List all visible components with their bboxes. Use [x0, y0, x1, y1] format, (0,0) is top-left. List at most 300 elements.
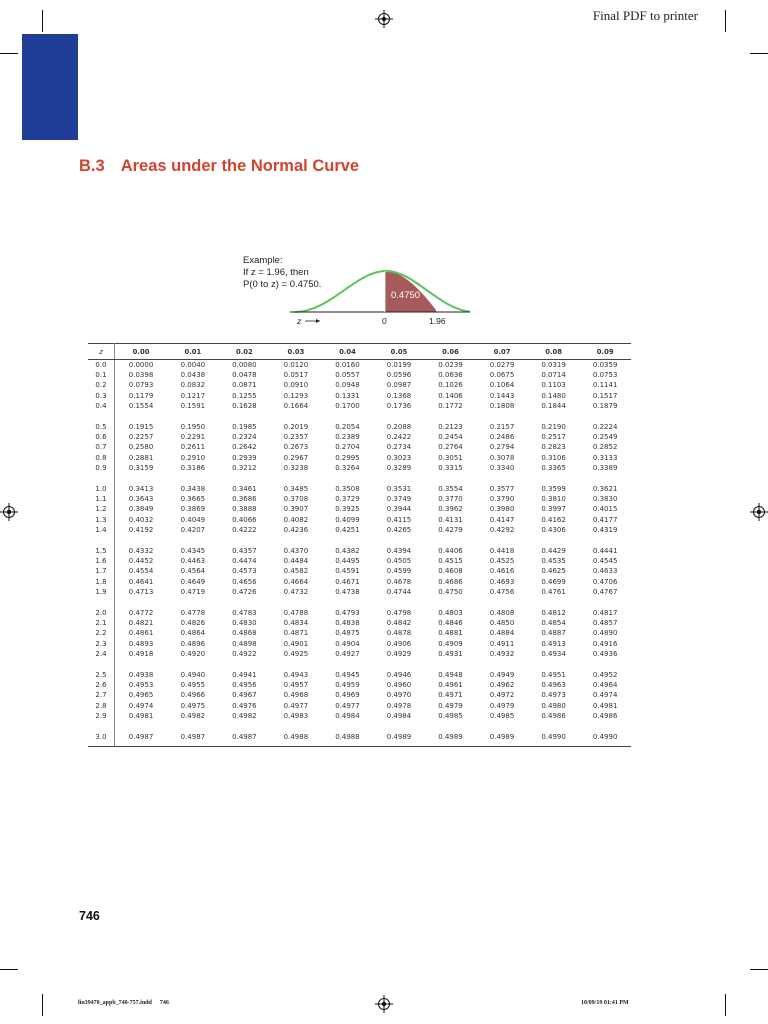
- area-value-cell: 0.1554: [128, 401, 154, 410]
- area-value-cell: 0.2910: [180, 453, 206, 462]
- area-value-cell: 0.4582: [283, 567, 309, 576]
- area-value-cell: 0.2734: [386, 443, 412, 452]
- area-value-cell: 0.4959: [335, 681, 360, 690]
- area-value-cell: 0.4878: [386, 629, 412, 638]
- area-value-cell: 0.3907: [283, 505, 309, 514]
- area-value-cell: 0.4981: [128, 711, 154, 720]
- area-value-cell: 0.4977: [335, 701, 360, 710]
- area-value-cell: 0.0398: [128, 371, 154, 380]
- area-value-cell: 0.0120: [283, 361, 309, 369]
- area-value-cell: 0.4706: [592, 577, 618, 586]
- area-value-cell: 0.3962: [438, 505, 463, 514]
- area-value-cell: 0.3749: [386, 495, 412, 504]
- z-value-cell: 1.4: [88, 525, 115, 535]
- area-value-cell: 0.4857: [592, 619, 618, 628]
- area-value-cell: 0.4131: [438, 515, 463, 524]
- area-value-cell: 0.2190: [541, 423, 566, 432]
- example-line-2: If z = 1.96, then: [243, 267, 309, 278]
- footer-file-info: [78, 1000, 169, 1006]
- area-value-cell: 0.4979: [489, 701, 515, 710]
- area-value-cell: 0.1443: [489, 391, 515, 400]
- area-value-cell: 0.4821: [128, 619, 154, 628]
- area-value-cell: 0.2939: [232, 453, 257, 462]
- area-value-cell: 0.4989: [373, 732, 425, 747]
- area-value-cell: 0.0948: [335, 381, 360, 390]
- area-value-cell: 0.0000: [128, 361, 154, 369]
- area-value-cell: 0.4901: [283, 639, 309, 648]
- table-row: [88, 732, 631, 747]
- area-value-cell: 0.2764: [438, 443, 463, 452]
- area-value-cell: 0.4989: [425, 732, 477, 747]
- area-value-cell: 0.4896: [180, 639, 206, 648]
- area-value-cell: 0.0987: [386, 381, 412, 390]
- area-value-cell: 0.4988: [322, 732, 374, 747]
- table-row: [88, 628, 631, 638]
- z-value-cell: 2.2: [88, 628, 115, 638]
- area-value-cell: 0.4941: [232, 671, 257, 680]
- area-value-cell: 0.4535: [541, 557, 566, 566]
- area-value-cell: 0.2357: [283, 433, 309, 442]
- area-value-cell: 0.4032: [128, 515, 154, 524]
- area-value-cell: 0.4938: [128, 671, 154, 680]
- table-header-col: 0.03: [270, 344, 322, 360]
- normal-curve: [295, 271, 470, 312]
- area-value-cell: 0.4955: [180, 681, 206, 690]
- area-value-cell: 0.4564: [180, 567, 206, 576]
- area-value-cell: 0.4968: [283, 691, 309, 700]
- area-value-cell: 0.4049: [180, 515, 206, 524]
- table-row: [88, 680, 631, 690]
- normal-curve-figure: [290, 258, 470, 328]
- area-value-cell: 0.0438: [180, 371, 206, 380]
- area-value-cell: 0.4957: [283, 681, 309, 690]
- area-value-cell: 0.2324: [232, 433, 257, 442]
- area-value-cell: 0.4976: [232, 701, 257, 710]
- area-value-cell: 0.4738: [335, 587, 360, 596]
- table-header-col: 0.08: [528, 344, 580, 360]
- area-value-cell: 0.3686: [232, 495, 257, 504]
- area-value-cell: 0.1331: [335, 391, 360, 400]
- area-value-cell: 0.4357: [232, 547, 257, 556]
- area-value-cell: 0.4099: [335, 515, 360, 524]
- area-value-cell: 0.4452: [128, 557, 154, 566]
- area-value-cell: 0.4945: [335, 671, 360, 680]
- z-value-cell: 2.6: [88, 680, 115, 690]
- gap-cell: [88, 597, 115, 608]
- area-value-cell: 0.4207: [180, 525, 206, 534]
- area-value-cell: 0.3186: [180, 463, 206, 472]
- area-value-cell: 0.3365: [541, 463, 566, 472]
- table-header-col: 0.05: [373, 344, 425, 360]
- area-value-cell: 0.4713: [128, 587, 154, 596]
- area-value-cell: 0.4984: [335, 711, 360, 720]
- z-value-cell: 0.7: [88, 442, 115, 452]
- area-value-cell: 0.4783: [232, 609, 257, 618]
- table-row: [88, 494, 631, 504]
- area-value-cell: 0.1255: [232, 391, 257, 400]
- table-header-col: 0.09: [579, 344, 631, 360]
- area-value-cell: 0.0714: [541, 371, 566, 380]
- area-value-cell: 0.4868: [232, 629, 257, 638]
- area-value-cell: 0.1844: [541, 401, 566, 410]
- footer-file-name: lin39470_appb_740-757.indd: [78, 1000, 152, 1006]
- area-value-cell: 0.0239: [438, 361, 463, 369]
- table-row: [88, 639, 631, 649]
- area-value-cell: 0.4846: [438, 619, 463, 628]
- z-value-cell: 0.9: [88, 463, 115, 473]
- area-value-cell: 0.4981: [592, 701, 618, 710]
- area-value-cell: 0.2123: [438, 423, 463, 432]
- area-value-cell: 0.4808: [489, 609, 515, 618]
- z-value-cell: 0.6: [88, 432, 115, 442]
- area-value-cell: 0.4949: [489, 671, 515, 680]
- area-value-cell: 0.2794: [489, 443, 515, 452]
- area-value-cell: 0.3413: [128, 485, 154, 494]
- area-value-cell: 0.4980: [541, 701, 566, 710]
- crop-mark-bottom-right: [725, 994, 726, 1016]
- area-value-cell: 0.3980: [489, 505, 515, 514]
- area-value-cell: 0.3106: [541, 453, 566, 462]
- z-value-cell: 2.7: [88, 690, 115, 700]
- area-value-cell: 0.1179: [128, 391, 154, 400]
- area-value-cell: 0.4750: [438, 587, 463, 596]
- area-value-cell: 0.4864: [180, 629, 206, 638]
- area-value-cell: 0.4842: [386, 619, 412, 628]
- area-value-cell: 0.0636: [438, 371, 463, 380]
- area-value-cell: 0.4854: [541, 619, 566, 628]
- area-value-cell: 0.4591: [335, 567, 360, 576]
- area-value-cell: 0.4505: [386, 557, 412, 566]
- area-value-cell: 0.4960: [386, 681, 412, 690]
- area-value-cell: 0.1915: [128, 423, 154, 432]
- z-value-cell: 0.3: [88, 391, 115, 401]
- table-row: [88, 649, 631, 659]
- area-value-cell: 0.4929: [386, 649, 412, 658]
- table-row: [88, 711, 631, 721]
- area-value-cell: 0.4251: [335, 525, 360, 534]
- area-value-cell: 0.4986: [592, 711, 618, 720]
- crop-mark-bottom-left: [42, 994, 43, 1016]
- area-value-cell: 0.4788: [283, 609, 309, 618]
- area-value-cell: 0.3770: [438, 495, 463, 504]
- area-value-cell: 0.2642: [232, 443, 257, 452]
- table-header-z: z: [88, 344, 115, 360]
- area-value-cell: 0.1517: [592, 391, 618, 400]
- area-value-cell: 0.3051: [438, 453, 463, 462]
- area-value-cell: 0.2389: [335, 433, 360, 442]
- table-row: [88, 690, 631, 700]
- area-value-cell: 0.4332: [128, 547, 154, 556]
- gap-cell: [115, 535, 632, 546]
- area-value-cell: 0.4236: [283, 525, 309, 534]
- table-row: [88, 370, 631, 380]
- area-value-cell: 0.4920: [180, 649, 206, 658]
- area-value-cell: 0.4916: [592, 639, 618, 648]
- area-value-cell: 0.4951: [541, 671, 566, 680]
- area-value-cell: 0.3023: [386, 453, 412, 462]
- area-value-cell: 0.3944: [386, 505, 412, 514]
- area-value-cell: 0.4974: [592, 691, 618, 700]
- tick-zero: 0: [382, 316, 387, 326]
- area-value-cell: 0.4965: [128, 691, 154, 700]
- area-value-cell: 0.4906: [386, 639, 412, 648]
- area-value-cell: 0.3830: [592, 495, 618, 504]
- area-value-cell: 0.2852: [592, 443, 618, 452]
- area-value-cell: 0.3790: [489, 495, 515, 504]
- area-value-cell: 0.3389: [592, 463, 618, 472]
- area-value-cell: 0.2881: [128, 453, 154, 462]
- table-row: [88, 484, 631, 494]
- area-value-cell: 0.4826: [180, 619, 206, 628]
- area-value-cell: 0.4686: [438, 577, 463, 586]
- table-header-col: 0.02: [219, 344, 271, 360]
- area-value-cell: 0.3133: [592, 453, 618, 462]
- area-value-cell: 0.4946: [386, 671, 412, 680]
- table-row: [88, 360, 631, 371]
- area-value-cell: 0.4671: [335, 577, 360, 586]
- area-value-cell: 0.4909: [438, 639, 463, 648]
- area-value-cell: 0.2517: [541, 433, 566, 442]
- area-value-cell: 0.0279: [489, 361, 515, 369]
- crop-mark-left-upper: [0, 53, 18, 54]
- z-value-cell: 2.1: [88, 618, 115, 628]
- area-value-cell: 0.0517: [283, 371, 309, 380]
- area-value-cell: 0.3888: [232, 505, 257, 514]
- area-value-cell: 0.4649: [180, 577, 206, 586]
- area-value-cell: 0.3643: [128, 495, 154, 504]
- area-value-cell: 0.3599: [541, 485, 566, 494]
- row-group-gap: [88, 659, 631, 670]
- table-row: [88, 504, 631, 514]
- area-value-cell: 0.4918: [128, 649, 154, 658]
- area-value-cell: 0.4830: [232, 619, 257, 628]
- z-value-cell: 2.8: [88, 701, 115, 711]
- area-value-cell: 0.1368: [386, 391, 412, 400]
- table-row: [88, 546, 631, 556]
- area-value-cell: 0.3869: [180, 505, 206, 514]
- area-value-cell: 0.4474: [232, 557, 257, 566]
- area-value-cell: 0.4732: [283, 587, 309, 596]
- area-value-cell: 0.4952: [592, 671, 618, 680]
- table-row: [88, 566, 631, 576]
- area-value-cell: 0.4222: [232, 525, 257, 534]
- registration-mark-icon: [375, 995, 393, 1013]
- table-header-col: 0.00: [115, 344, 168, 360]
- area-value-cell: 0.3461: [232, 485, 257, 494]
- area-value-cell: 0.1700: [335, 401, 360, 410]
- area-value-cell: 0.3264: [335, 463, 360, 472]
- print-status-label: Final PDF to printer: [592, 8, 698, 23]
- area-value-cell: 0.4973: [541, 691, 566, 700]
- crop-mark-right-lower: [750, 969, 768, 970]
- table-row: [88, 463, 631, 473]
- table-row: [88, 401, 631, 411]
- gap-cell: [115, 721, 632, 732]
- table-header-col: 0.01: [167, 344, 219, 360]
- area-value-cell: 0.4982: [180, 711, 206, 720]
- table-row: [88, 432, 631, 442]
- area-value-cell: 0.4948: [438, 671, 463, 680]
- area-value-cell: 0.4932: [489, 649, 515, 658]
- area-value-cell: 0.4678: [386, 577, 412, 586]
- table-row: [88, 701, 631, 711]
- area-value-cell: 0.4082: [283, 515, 309, 524]
- area-value-cell: 0.2422: [386, 433, 412, 442]
- area-value-cell: 0.4066: [232, 515, 257, 524]
- area-value-cell: 0.2611: [180, 443, 206, 452]
- z-value-cell: 0.2: [88, 380, 115, 390]
- area-value-cell: 0.3289: [386, 463, 412, 472]
- row-group-gap: [88, 721, 631, 732]
- z-value-cell: 0.5: [88, 422, 115, 432]
- area-value-cell: 0.4988: [270, 732, 322, 747]
- area-value-cell: 0.4192: [128, 525, 154, 534]
- area-value-cell: 0.0871: [232, 381, 257, 390]
- area-value-cell: 0.3621: [592, 485, 618, 494]
- area-value-cell: 0.0359: [592, 361, 618, 369]
- crop-mark-right-upper: [750, 53, 768, 54]
- z-value-cell: 0.8: [88, 453, 115, 463]
- z-value-cell: 1.2: [88, 504, 115, 514]
- area-value-cell: 0.1950: [180, 423, 206, 432]
- area-value-cell: 0.1664: [283, 401, 309, 410]
- area-value-cell: 0.4625: [541, 567, 566, 576]
- gap-cell: [88, 721, 115, 732]
- z-value-cell: 1.0: [88, 484, 115, 494]
- area-value-cell: 0.3810: [541, 495, 566, 504]
- area-value-cell: 0.4608: [438, 567, 463, 576]
- area-value-cell: 0.4987: [167, 732, 219, 747]
- area-value-cell: 0.1808: [489, 401, 515, 410]
- area-value-cell: 0.4913: [541, 639, 566, 648]
- z-value-cell: 1.6: [88, 556, 115, 566]
- area-value-cell: 0.4656: [232, 577, 257, 586]
- area-value-cell: 0.4898: [232, 639, 257, 648]
- area-value-cell: 0.4147: [489, 515, 515, 524]
- area-value-cell: 0.4015: [592, 505, 618, 514]
- area-value-cell: 0.1628: [232, 401, 257, 410]
- area-value-cell: 0.4986: [541, 711, 566, 720]
- area-value-cell: 0.4887: [541, 629, 566, 638]
- area-value-cell: 0.3212: [232, 463, 257, 472]
- area-value-cell: 0.4834: [283, 619, 309, 628]
- area-value-cell: 0.3315: [438, 463, 463, 472]
- area-value-cell: 0.4972: [489, 691, 515, 700]
- area-value-cell: 0.4940: [180, 671, 206, 680]
- area-value-cell: 0.4983: [283, 711, 309, 720]
- area-value-cell: 0.4484: [283, 557, 309, 566]
- z-value-cell: 1.8: [88, 577, 115, 587]
- area-value-cell: 0.1141: [592, 381, 618, 390]
- area-value-cell: 0.4345: [180, 547, 206, 556]
- area-value-cell: 0.2157: [489, 423, 515, 432]
- area-value-cell: 0.1293: [283, 391, 309, 400]
- area-value-cell: 0.3665: [180, 495, 206, 504]
- row-group-gap: [88, 535, 631, 546]
- z-value-cell: 2.3: [88, 639, 115, 649]
- area-value-cell: 0.2967: [283, 453, 309, 462]
- area-value-cell: 0.4177: [592, 515, 618, 524]
- area-value-cell: 0.4463: [180, 557, 206, 566]
- area-value-cell: 0.4719: [180, 587, 206, 596]
- table-header-col: 0.06: [425, 344, 477, 360]
- area-value-cell: 0.4306: [541, 525, 566, 534]
- area-value-cell: 0.3159: [128, 463, 154, 472]
- gap-cell: [88, 535, 115, 546]
- table-row: [88, 577, 631, 587]
- area-value-cell: 0.1480: [541, 391, 566, 400]
- area-value-cell: 0.4861: [128, 629, 154, 638]
- z-value-cell: 2.9: [88, 711, 115, 721]
- table-row: [88, 515, 631, 525]
- normal-curve-table: [88, 343, 631, 747]
- z-value-cell: 2.0: [88, 608, 115, 618]
- area-value-cell: 0.1591: [180, 401, 206, 410]
- row-group-gap: [88, 597, 631, 608]
- area-value-cell: 0.4985: [438, 711, 463, 720]
- area-value-cell: 0.3238: [283, 463, 309, 472]
- area-value-cell: 0.0160: [335, 361, 360, 369]
- registration-mark-icon: [0, 503, 18, 521]
- z-value-cell: 1.1: [88, 494, 115, 504]
- area-value-cell: 0.2486: [489, 433, 515, 442]
- section-title-text: Areas under the Normal Curve: [120, 157, 360, 175]
- area-value-cell: 0.4970: [386, 691, 412, 700]
- gap-cell: [115, 597, 632, 608]
- area-value-cell: 0.2823: [541, 443, 566, 452]
- area-value-cell: 0.0753: [592, 371, 618, 380]
- area-value-cell: 0.4292: [489, 525, 515, 534]
- area-value-cell: 0.4989: [476, 732, 528, 747]
- area-value-cell: 0.4922: [232, 649, 257, 658]
- table-row: [88, 556, 631, 566]
- axis-z-label: z: [297, 316, 302, 326]
- area-value-cell: 0.3997: [541, 505, 566, 514]
- area-value-cell: 0.4943: [283, 671, 309, 680]
- area-value-cell: 0.0596: [386, 371, 412, 380]
- area-value-cell: 0.3485: [283, 485, 309, 494]
- area-value-cell: 0.4319: [592, 525, 618, 534]
- area-value-cell: 0.4573: [232, 567, 257, 576]
- area-value-cell: 0.2549: [592, 433, 618, 442]
- table-row: [88, 618, 631, 628]
- area-value-cell: 0.4966: [180, 691, 206, 700]
- area-value-cell: 0.4975: [180, 701, 206, 710]
- area-value-cell: 0.4925: [283, 649, 309, 658]
- crop-mark-top-right: [725, 10, 726, 32]
- area-value-cell: 0.1217: [180, 391, 206, 400]
- area-value-cell: 0.4990: [579, 732, 631, 747]
- area-value-cell: 0.4850: [489, 619, 515, 628]
- chapter-tab: [22, 34, 78, 140]
- table-row: [88, 453, 631, 463]
- area-label: 0.4750: [391, 290, 421, 301]
- area-value-cell: 0.3340: [489, 463, 515, 472]
- row-group-gap: [88, 411, 631, 422]
- area-value-cell: 0.2088: [386, 423, 412, 432]
- z-value-cell: 0.0: [88, 360, 115, 371]
- area-value-cell: 0.4554: [128, 567, 154, 576]
- area-value-cell: 0.4693: [489, 577, 515, 586]
- area-value-cell: 0.0040: [180, 361, 206, 369]
- area-value-cell: 0.4953: [128, 681, 154, 690]
- area-value-cell: 0.4987: [115, 732, 168, 747]
- area-value-cell: 0.0199: [386, 361, 412, 369]
- area-value-cell: 0.0557: [335, 371, 360, 380]
- area-value-cell: 0.2054: [335, 423, 360, 432]
- area-value-cell: 0.4798: [386, 609, 412, 618]
- area-value-cell: 0.4911: [489, 639, 515, 648]
